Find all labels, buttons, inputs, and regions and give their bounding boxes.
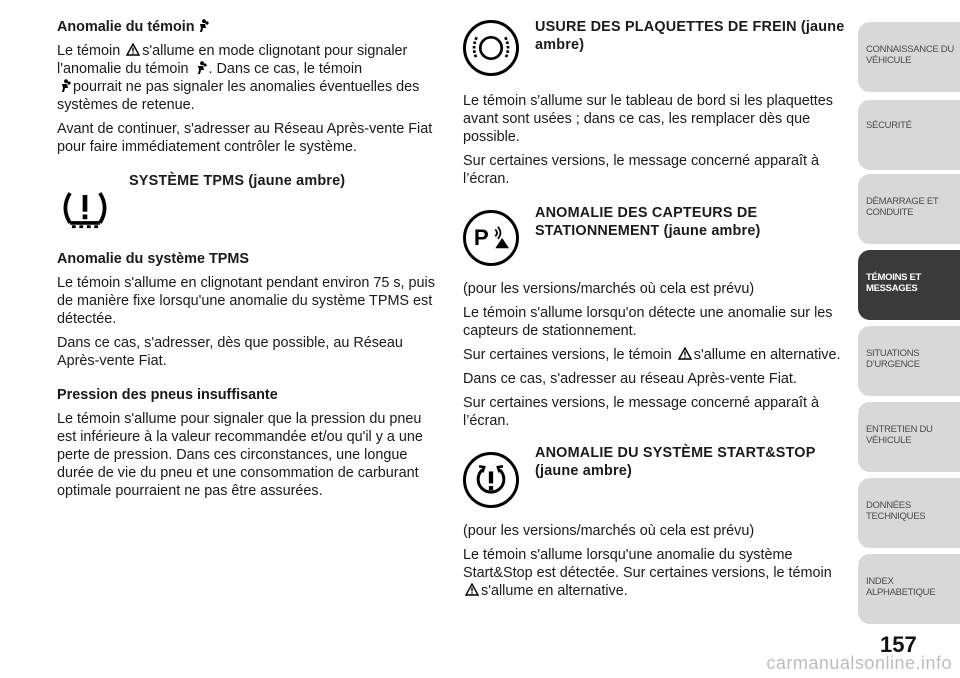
svg-text:P: P — [473, 224, 489, 250]
paragraph-airbag-2: Avant de continuer, s'adresser au Réseau Après-vente Fiat pour faire immédiatement contrôler le système. — [57, 121, 433, 155]
parking-sensors-title: ANOMALIE DES CAPTEURS DE STATIONNEMENT (jaune ambre) — [535, 205, 761, 239]
tab-label: TÉMOINS ET MESSAGES — [866, 272, 922, 294]
text-p1d: pourrait ne pas signaler les anomalies éventuelles des systèmes de retenue. — [57, 79, 420, 113]
tab-label: SÉCURITÉ — [866, 120, 912, 131]
tab-label: SITUATIONS D’URGENCE — [866, 348, 920, 370]
heading-tpms-anomaly: Anomalie du système TPMS — [57, 251, 249, 267]
warning-triangle-icon — [465, 583, 479, 596]
left-column — [57, 0, 442, 506]
tab-label: INDEX ALPHABETIQUE — [866, 576, 936, 598]
section-tpms — [57, 172, 442, 236]
section-brake-pads — [463, 18, 848, 82]
paragraph-brake-1: Le témoin s'allume sur le tableau de bord si les plaquettes avant sont usées ; dans ce cas, les remplacer dès que possible. — [463, 93, 833, 145]
watermark: carmanualsonline.info — [766, 653, 952, 673]
warning-triangle-icon — [126, 43, 140, 56]
tpms-icon — [57, 180, 113, 236]
brake-pads-icon — [463, 20, 519, 76]
tpms-title: SYSTÈME TPMS (jaune ambre) — [129, 173, 346, 189]
paragraph-park-3 — [463, 346, 848, 364]
text-p5a: Sur certaines versions, le témoin — [463, 347, 672, 363]
section-start-stop — [463, 444, 848, 508]
tab-label: DÉMARRAGE ET CONDUITE — [866, 196, 939, 218]
text-p5b: s'allume en alternative. — [693, 347, 841, 363]
paragraph-ss-1: (pour les versions/marchés où cela est prévu) — [463, 523, 755, 539]
tab-label: CONNAISSANCE DU VÉHICULE — [866, 44, 954, 66]
heading-airbag-text: Anomalie du témoin — [57, 19, 195, 35]
text-p1a: Le témoin — [57, 43, 121, 59]
start-stop-icon — [463, 452, 519, 508]
airbag-person-icon — [197, 19, 209, 33]
heading-airbag-anomaly — [57, 18, 442, 36]
page-number: 157 — [880, 632, 917, 657]
warning-triangle-icon — [678, 347, 692, 360]
airbag-person-icon — [59, 79, 71, 93]
paragraph-tpms-2: Dans ce cas, s'adresser, dès que possible, au Réseau Après-vente Fiat. — [57, 335, 403, 369]
airbag-person-icon — [195, 61, 207, 75]
brake-pads-title: USURE DES PLAQUETTES DE FREIN (jaune ambre) — [535, 19, 845, 53]
text-p9b: s'allume en alternative. — [481, 583, 628, 599]
paragraph-airbag-1 — [57, 42, 442, 114]
tab-label: ENTRETIEN DU VÉHICULE — [866, 424, 933, 446]
text-p9a: Le témoin s'allume lorsqu'une anomalie du système Start&Stop est détectée. Sur certaines versions, le témoin — [463, 547, 832, 581]
tab-label: DONNÉES TECHNIQUES — [866, 500, 926, 522]
paragraph-pressure: Le témoin s'allume pour signaler que la pression du pneu est inférieure à la valeur recommandée et/ou qu'il y a une perte de pression. Dans ces circonstances, une longue durée de vie du pneu et une consommation de carburant optimale pourraient ne pas être assurées. — [57, 411, 423, 499]
paragraph-tpms-1: Le témoin s'allume en clignotant pendant environ 75 s, puis de manière fixe lorsqu'une anomalie du système TPMS est détectée. — [57, 275, 435, 327]
parking-sensor-icon — [463, 210, 519, 266]
section-parking-sensors — [463, 204, 848, 268]
text-p1c: . Dans ce cas, le témoin — [208, 61, 363, 77]
paragraph-ss-2 — [463, 546, 848, 600]
heading-pressure: Pression des pneus insuffisante — [57, 387, 278, 403]
paragraph-park-4: Dans ce cas, s'adresser au réseau Après-vente Fiat. — [463, 371, 797, 387]
paragraph-park-1: (pour les versions/marchés où cela est prévu) — [463, 281, 755, 297]
start-stop-title: ANOMALIE DU SYSTÈME START&STOP (jaune ambre) — [535, 445, 816, 479]
tab-securite[interactable] — [858, 100, 960, 170]
paragraph-brake-2: Sur certaines versions, le message concerné apparaît à l’écran. — [463, 153, 819, 187]
right-column — [463, 0, 848, 606]
paragraph-park-5: Sur certaines versions, le message concerné apparaît à l’écran. — [463, 395, 819, 429]
paragraph-park-2: Le témoin s'allume lorsqu'on détecte une anomalie sur les capteurs de stationnement. — [463, 305, 833, 339]
text-p1b: s'allume en mode clignotant pour signaler l'anomalie du témoin — [57, 43, 408, 77]
